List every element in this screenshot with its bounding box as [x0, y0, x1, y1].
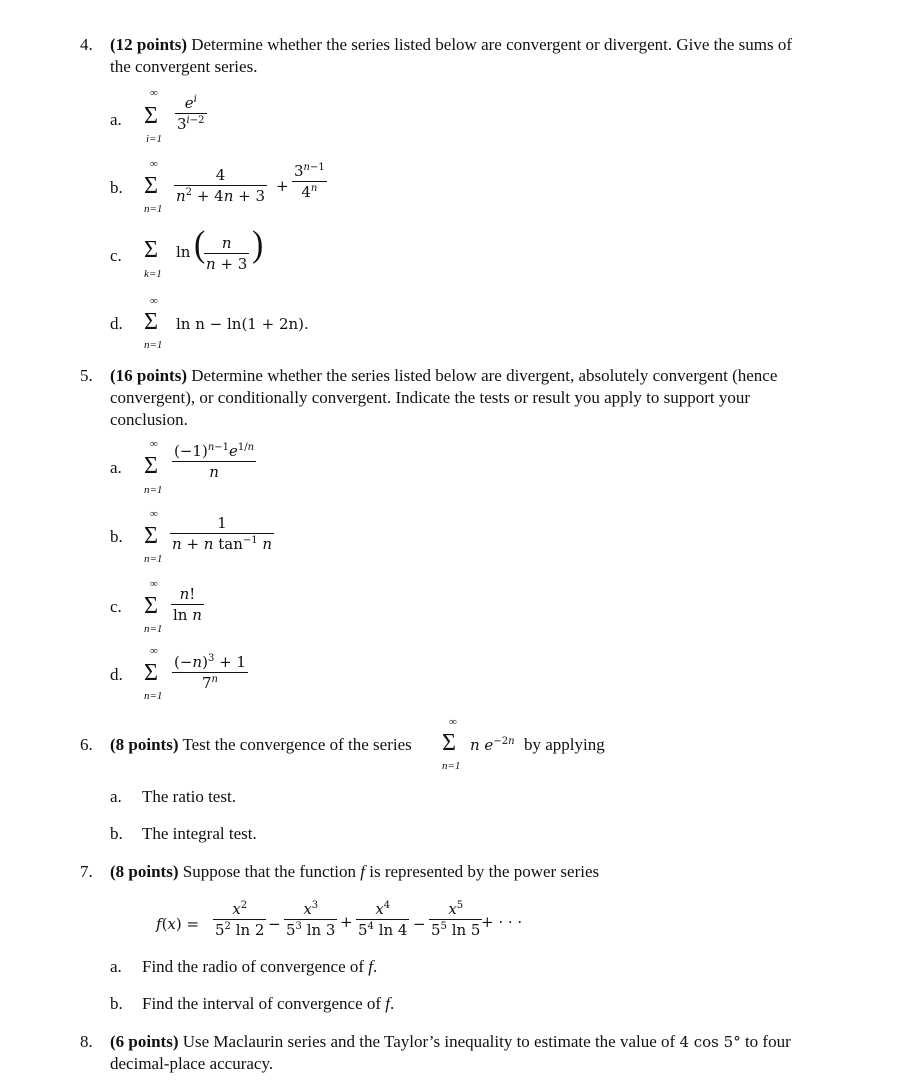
q4a-label: a. [110, 110, 122, 129]
q4d-expr: ln n − ln(1 + 2n). [176, 315, 309, 333]
q8-line1-end: to four [744, 1032, 791, 1051]
q7a-line: Find the radio of convergence of f. [142, 957, 378, 976]
q6b-text: The integral test. [142, 824, 257, 843]
q4d-label: d. [110, 314, 123, 333]
q5-line3: conclusion. [110, 410, 188, 429]
q5c-label: c. [110, 597, 122, 616]
q4-text [110, 35, 792, 55]
q5d-label: d. [110, 665, 123, 684]
q7-number: 7. [80, 862, 93, 881]
q7-text: (8 points) Suppose that the function f is represented by the power series [110, 862, 600, 881]
q5-line2: convergent), or conditionally convergent. Indicate the tests or result you apply to support your [110, 388, 751, 407]
q7-points: (8 points) [110, 862, 179, 881]
q7b-label: b. [110, 994, 123, 1013]
q8-text [110, 1032, 791, 1052]
q5-text [110, 366, 777, 386]
q4b-label: b. [110, 178, 123, 197]
q6-text-after: by applying [524, 735, 605, 754]
q7b-line: Find the interval of convergence of f. [142, 994, 395, 1013]
q8-points: (6 points) [110, 1032, 179, 1051]
q7-text-post: is represented by the power series [369, 862, 600, 881]
q7a-text: Find the radio of convergence of [142, 957, 365, 976]
q6b-label: b. [110, 824, 123, 843]
q8-line1: Use Maclaurin series and the Taylor’s inequality to estimate the value of [182, 1032, 676, 1051]
q6-line: Test the convergence of the series [182, 735, 412, 754]
q6a-label: a. [110, 787, 122, 806]
q5b-label: b. [110, 527, 123, 546]
q4c-label: c. [110, 246, 122, 265]
q4-line2: the convergent series. [110, 57, 258, 76]
q4-points: (12 points) [110, 35, 187, 54]
q7b-text: Find the interval of convergence of [142, 994, 382, 1013]
q4-number: 4. [80, 35, 93, 54]
q5-points: (16 points) [110, 366, 187, 385]
q6a-text: The ratio test. [142, 787, 236, 806]
q7-text-pre: Suppose that the function [182, 862, 357, 881]
q5-line1: Determine whether the series listed below are divergent, absolutely convergent (hence [191, 366, 778, 385]
q4-line1: Determine whether the series listed below are convergent or divergent. Give the sums of [191, 35, 793, 54]
q6-text [110, 735, 412, 755]
q6-number: 6. [80, 735, 93, 754]
q5-number: 5. [80, 366, 93, 385]
q7a-label: a. [110, 957, 122, 976]
q8-expr: 4 cos 5° [679, 1033, 741, 1051]
q6-points: (8 points) [110, 735, 179, 754]
q8-number: 8. [80, 1032, 93, 1051]
q5a-label: a. [110, 458, 122, 477]
q8-line2: decimal-place accuracy. [110, 1054, 274, 1073]
